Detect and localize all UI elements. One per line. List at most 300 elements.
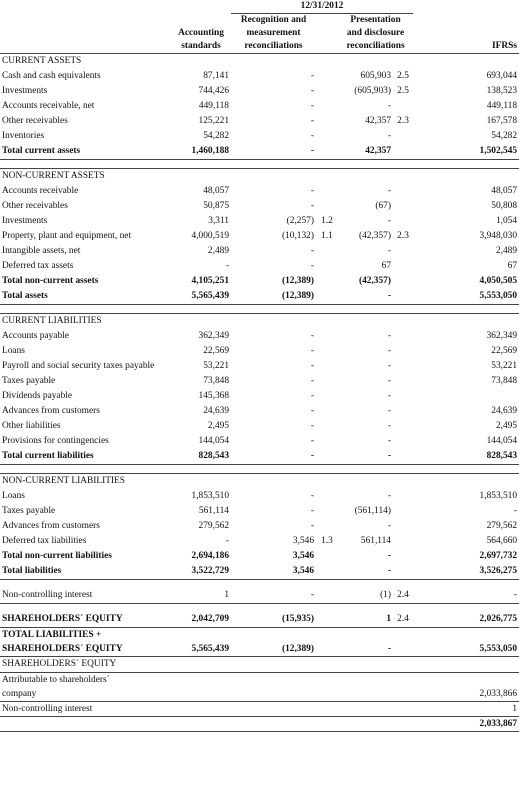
table-row	[0, 359, 519, 374]
table-row	[0, 69, 519, 84]
presentation-value: -	[338, 449, 393, 465]
recognition-value: -	[310, 116, 314, 126]
row-spacer	[0, 580, 519, 589]
table-row	[0, 84, 519, 99]
total-row	[0, 289, 519, 305]
attributable-row	[0, 673, 519, 688]
ifrs-value: 2,033,866	[463, 687, 519, 702]
table-row	[0, 229, 519, 244]
accounting-value: 54,282	[203, 131, 229, 141]
row-spacer	[0, 604, 519, 613]
recognition-note	[316, 434, 338, 449]
row-label: Inventories	[2, 131, 45, 141]
ifrs-value: 1	[463, 702, 519, 717]
accounting-value: 5,565,439	[171, 289, 231, 305]
presentation-note	[393, 404, 413, 419]
presentation-note: 2.3	[397, 231, 409, 241]
presentation-note	[393, 99, 413, 114]
recognition-note	[316, 374, 338, 389]
ifrs-value: 50,808	[491, 201, 518, 211]
rec-header-2: measurement	[246, 28, 301, 38]
recognition-note	[316, 564, 338, 580]
ifrs-value: 48,057	[491, 186, 518, 196]
row-label: Total non-current assets	[2, 276, 99, 286]
presentation-value: 605,903	[360, 71, 391, 81]
spacer-cell	[413, 114, 463, 129]
recognition-note	[316, 588, 338, 604]
pres-header-3: reconciliations	[338, 40, 413, 54]
ifrs-value: 693,044	[486, 71, 518, 81]
acc-header-1: Accounting	[178, 28, 224, 38]
spacer-cell	[413, 612, 463, 628]
presentation-value: 42,357	[338, 144, 393, 160]
recognition-note	[316, 612, 338, 628]
ifrs-value: 138,523	[486, 86, 518, 96]
recognition-value: -	[310, 201, 314, 211]
pres-header-1: Presentation	[350, 15, 401, 25]
presentation-value: -	[387, 406, 391, 416]
row-label: Provisions for contingencies	[2, 436, 109, 446]
presentation-note	[393, 259, 413, 274]
spacer-cell	[413, 244, 463, 259]
table-row	[0, 419, 519, 434]
recognition-value: -	[310, 346, 314, 356]
accounting-value: 449,118	[198, 101, 229, 111]
accounting-value: 5,565,439	[171, 642, 231, 657]
section-title: NON-CURRENT ASSETS	[0, 169, 519, 185]
recognition-value: -	[310, 331, 314, 341]
accounting-value: 4,000,519	[191, 231, 229, 241]
recognition-value: -	[231, 588, 316, 604]
recognition-value: 3,546	[231, 564, 316, 580]
ifrs-value: 4,050,505	[479, 276, 518, 286]
rec-header-1: Recognition and	[240, 15, 307, 25]
recognition-note	[316, 129, 338, 144]
ifrs-value: 564,660	[486, 536, 518, 546]
row-label: Accounts payable	[2, 331, 69, 341]
recognition-value: -	[310, 491, 314, 501]
ifrs-value	[463, 389, 519, 404]
presentation-note	[393, 184, 413, 199]
presentation-note	[393, 389, 413, 404]
accounting-value: -	[225, 536, 229, 546]
recognition-value: (12,389)	[231, 289, 316, 305]
accounting-value: 1	[171, 588, 231, 604]
spacer-cell	[413, 289, 463, 305]
presentation-note	[393, 489, 413, 504]
recognition-value: -	[310, 421, 314, 431]
spacer-cell	[0, 604, 519, 613]
presentation-note	[393, 519, 413, 534]
attributable-values	[0, 687, 519, 702]
row-label: Total current assets	[0, 144, 171, 160]
recognition-note	[316, 144, 338, 160]
recognition-value: -	[310, 406, 314, 416]
spacer-cell	[413, 489, 463, 504]
ifrs-value: 73,848	[491, 376, 518, 386]
recognition-value: (10,132)	[281, 231, 314, 241]
spacer-cell	[413, 99, 463, 114]
row-label: Taxes payable	[2, 376, 56, 386]
ifrs-value: 22,569	[491, 346, 518, 356]
spacer-cell	[413, 564, 463, 580]
row-label: Accounts receivable, net	[2, 101, 95, 111]
spacer-cell	[413, 344, 463, 359]
recognition-note	[316, 489, 338, 504]
equity-breakdown-title	[0, 657, 519, 673]
presentation-note	[393, 374, 413, 389]
accounting-value: -	[225, 261, 229, 271]
recognition-note	[316, 274, 338, 289]
section-title: CURRENT LIABILITIES	[0, 314, 519, 330]
row-spacer	[0, 160, 519, 169]
row-label: Deferred tax assets	[2, 261, 74, 271]
table-row	[0, 184, 519, 199]
recognition-value: (2,257)	[286, 216, 314, 226]
ifrs-value: 1,502,545	[463, 144, 519, 160]
recognition-note	[316, 642, 338, 657]
recognition-value: -	[310, 391, 314, 401]
recognition-value: (15,935)	[231, 612, 316, 628]
row-label: Non-controlling interest	[0, 588, 171, 604]
table-row	[0, 329, 519, 344]
table-row	[0, 404, 519, 419]
accounting-value: 53,221	[203, 361, 229, 371]
spacer-cell	[413, 259, 463, 274]
recognition-note	[316, 519, 338, 534]
presentation-value: 42,357	[365, 116, 391, 126]
spacer-cell	[0, 465, 519, 474]
ifrs-value: 144,054	[486, 436, 518, 446]
ifrs-value: 5,553,050	[463, 642, 519, 657]
section-header	[0, 314, 519, 330]
total-row	[0, 144, 519, 160]
row-label: Accounts receivable	[2, 186, 79, 196]
presentation-value: -	[338, 564, 393, 580]
presentation-value: 561,114	[360, 536, 391, 546]
table-row	[0, 129, 519, 144]
spacer-cell	[413, 389, 463, 404]
spacer-cell	[413, 69, 463, 84]
row-label: Total non-current liabilities	[2, 551, 112, 561]
nci-row	[0, 702, 519, 717]
presentation-value: -	[387, 391, 391, 401]
recognition-value: -	[310, 246, 314, 256]
table-row	[0, 259, 519, 274]
total-row	[0, 564, 519, 580]
spacer-cell	[413, 84, 463, 99]
recognition-note	[316, 199, 338, 214]
row-label: Attributable to shareholders´	[2, 675, 110, 685]
ifrs-value: 24,639	[491, 406, 518, 416]
ifrs-value: 1,054	[495, 216, 518, 226]
accounting-value: 50,875	[203, 201, 229, 211]
row-label: Other liabilities	[2, 421, 61, 431]
ifrs-value: -	[463, 588, 519, 604]
total-row	[0, 274, 519, 289]
table-row	[0, 504, 519, 519]
recognition-note	[316, 244, 338, 259]
spacer-cell	[413, 374, 463, 389]
accounting-value: 125,221	[198, 116, 229, 126]
presentation-value: -	[387, 346, 391, 356]
recognition-note: 1.3	[321, 536, 333, 546]
presentation-note	[393, 199, 413, 214]
presentation-note	[393, 274, 413, 289]
accounting-value: 2,694,186	[191, 551, 229, 561]
row-label: Investments	[2, 216, 48, 226]
accounting-value: 3,311	[208, 216, 229, 226]
row-label: Total liabilities	[0, 564, 171, 580]
accounting-value: 1,853,510	[191, 491, 229, 501]
presentation-value: -	[387, 186, 391, 196]
row-label: TOTAL LIABILITIES +	[2, 630, 102, 640]
row-label: Investments	[2, 86, 48, 96]
accounting-value: 22,569	[203, 346, 229, 356]
spacer-cell	[413, 434, 463, 449]
recognition-note	[316, 184, 338, 199]
ifrs-value: 5,553,050	[463, 289, 519, 305]
recognition-note	[316, 329, 338, 344]
presentation-value: -	[387, 361, 391, 371]
table-row	[0, 114, 519, 129]
section-header	[0, 169, 519, 185]
equity-total-row	[0, 717, 519, 732]
presentation-value: 67	[381, 261, 391, 271]
accounting-value: 145,368	[198, 391, 229, 401]
presentation-note	[393, 359, 413, 374]
recognition-note	[316, 504, 338, 519]
spacer-cell	[0, 305, 519, 314]
presentation-note	[393, 549, 413, 564]
presentation-note	[393, 214, 413, 229]
ifrs-value: 2,033,867	[463, 717, 519, 732]
accounting-value: 73,848	[203, 376, 229, 386]
ifrs-value: 2,489	[495, 246, 518, 256]
recognition-note	[316, 259, 338, 274]
table-row	[0, 344, 519, 359]
total-row	[0, 449, 519, 465]
spacer-cell	[0, 580, 519, 589]
row-label: Advances from customers	[2, 406, 100, 416]
row-spacer	[0, 305, 519, 314]
recognition-note	[316, 99, 338, 114]
presentation-value: -	[387, 521, 391, 531]
presentation-note	[393, 244, 413, 259]
spacer-cell	[413, 359, 463, 374]
total-liabilities-equity-values	[0, 642, 519, 657]
ifrs-value: 279,562	[486, 521, 518, 531]
spacer-cell	[413, 549, 463, 564]
row-label: Deferred tax liabilities	[2, 536, 87, 546]
ifrs-value: 167,578	[486, 116, 518, 126]
presentation-note	[393, 504, 413, 519]
recognition-note	[316, 69, 338, 84]
row-label: Loans	[2, 346, 25, 356]
recognition-value: -	[310, 361, 314, 371]
row-label: Intangible assets, net	[2, 246, 81, 256]
row-label: Payroll and social security taxes payable	[2, 361, 155, 371]
row-label: Total current liabilities	[0, 449, 171, 465]
recognition-value: -	[310, 71, 314, 81]
ifrs-value: 828,543	[463, 449, 519, 465]
table-row	[0, 519, 519, 534]
presentation-value: -	[338, 642, 393, 657]
spacer-cell	[413, 534, 463, 549]
recognition-note	[316, 419, 338, 434]
section-header	[0, 474, 519, 490]
presentation-value: (605,903)	[354, 86, 391, 96]
presentation-value: -	[387, 376, 391, 386]
presentation-value: -	[387, 331, 391, 341]
presentation-note	[393, 144, 413, 160]
recognition-value: -	[310, 521, 314, 531]
accounting-value: 3,522,729	[171, 564, 231, 580]
spacer-cell	[413, 504, 463, 519]
section-title: SHAREHOLDERS´ EQUITY	[0, 657, 519, 673]
total-row	[0, 549, 519, 564]
table-row	[0, 389, 519, 404]
presentation-note: 2.5	[397, 86, 409, 96]
row-label: Taxes payable	[2, 506, 56, 516]
presentation-value: (42,357)	[358, 276, 391, 286]
presentation-note	[393, 642, 413, 657]
presentation-value: -	[387, 101, 391, 111]
ifrs-value: 54,282	[491, 131, 518, 141]
recognition-note	[316, 289, 338, 305]
spacer-cell	[413, 519, 463, 534]
accounting-value: 1,460,188	[171, 144, 231, 160]
spacer-cell	[413, 229, 463, 244]
row-label: Property, plant and equipment, net	[2, 231, 132, 241]
recognition-value: -	[310, 376, 314, 386]
row-label: Non-controlling interest	[0, 702, 463, 717]
row-label: Dividends payable	[2, 391, 73, 401]
table-row	[0, 534, 519, 549]
table-row	[0, 244, 519, 259]
presentation-value: -	[387, 216, 391, 226]
recognition-note	[316, 404, 338, 419]
pres-header-2: and disclosure	[346, 28, 405, 38]
presentation-value: -	[338, 289, 393, 305]
accounting-value: 279,562	[198, 521, 229, 531]
recognition-note	[316, 359, 338, 374]
presentation-note: 2.3	[397, 116, 409, 126]
row-label: SHAREHOLDERS´ EQUITY	[0, 642, 171, 657]
accounting-value: 24,639	[203, 406, 229, 416]
spacer-cell	[413, 214, 463, 229]
recognition-value: -	[231, 144, 316, 160]
spacer-cell	[413, 642, 463, 657]
recognition-value: -	[310, 506, 314, 516]
accounting-value: 561,114	[198, 506, 229, 516]
row-label	[0, 717, 463, 732]
ifrs-value: 2,495	[495, 421, 518, 431]
spacer-cell	[413, 404, 463, 419]
spacer-cell	[413, 274, 463, 289]
presentation-value: -	[387, 246, 391, 256]
section-header	[0, 54, 519, 70]
total-liabilities-equity-row	[0, 628, 519, 643]
spacer-cell	[413, 129, 463, 144]
ifrs-header: IFRSs	[463, 40, 519, 54]
table-row	[0, 489, 519, 504]
presentation-value: (1)	[338, 588, 393, 604]
section-title: NON-CURRENT LIABILITIES	[0, 474, 519, 490]
spacer-cell	[413, 419, 463, 434]
presentation-note	[393, 419, 413, 434]
recognition-value: -	[231, 449, 316, 465]
recognition-note	[316, 344, 338, 359]
table-row	[0, 199, 519, 214]
row-label: Loans	[2, 491, 25, 501]
row-label: Cash and cash equivalents	[2, 71, 101, 81]
spacer-cell	[0, 160, 519, 169]
recognition-value: 3,546	[292, 536, 314, 546]
row-spacer	[0, 465, 519, 474]
table-row	[0, 99, 519, 114]
recognition-note	[316, 449, 338, 465]
presentation-note	[393, 449, 413, 465]
presentation-value: 1	[338, 612, 393, 628]
acc-header-2: standards	[171, 40, 231, 54]
recognition-note: 1.1	[321, 231, 333, 241]
ifrs-value: -	[513, 506, 518, 516]
presentation-value: -	[387, 491, 391, 501]
accounting-value: 2,489	[207, 246, 229, 256]
recognition-value: -	[310, 186, 314, 196]
ifrs-value: 2,697,732	[479, 551, 518, 561]
accounting-value: 828,543	[171, 449, 231, 465]
presentation-note: 2.4	[393, 612, 413, 628]
recognition-note	[316, 389, 338, 404]
presentation-value: -	[387, 131, 391, 141]
ifrs-value: 449,118	[486, 101, 518, 111]
presentation-value: (561,114)	[354, 506, 391, 516]
presentation-note	[393, 534, 413, 549]
ifrs-value: 53,221	[491, 361, 518, 371]
recognition-value: -	[310, 101, 314, 111]
ifrs-value: 2,026,775	[463, 612, 519, 628]
spacer-cell	[413, 184, 463, 199]
recognition-value: -	[310, 436, 314, 446]
recognition-note	[316, 114, 338, 129]
spacer-cell	[413, 588, 463, 604]
presentation-note	[393, 564, 413, 580]
ifrs-value: 3,948,030	[479, 231, 518, 241]
spacer-cell	[413, 329, 463, 344]
date-header: 12/31/2012	[231, 0, 413, 14]
accounting-value: 144,054	[198, 436, 229, 446]
presentation-value: -	[387, 436, 391, 446]
accounting-value: 2,042,709	[171, 612, 231, 628]
presentation-note	[393, 434, 413, 449]
spacer-cell	[413, 449, 463, 465]
presentation-note	[393, 129, 413, 144]
accounting-value: 4,105,251	[191, 276, 229, 286]
presentation-value: -	[387, 551, 391, 561]
recognition-value: -	[310, 86, 314, 96]
ifrs-value: 1,853,510	[479, 491, 518, 501]
row-label: Other receivables	[2, 116, 68, 126]
row-label: SHAREHOLDERS´ EQUITY	[0, 612, 171, 628]
recognition-value: 3,546	[292, 551, 314, 561]
spacer-cell	[413, 199, 463, 214]
accounting-value: 48,057	[203, 186, 229, 196]
presentation-note: 2.4	[393, 588, 413, 604]
recognition-value: -	[310, 131, 314, 141]
presentation-note	[393, 329, 413, 344]
